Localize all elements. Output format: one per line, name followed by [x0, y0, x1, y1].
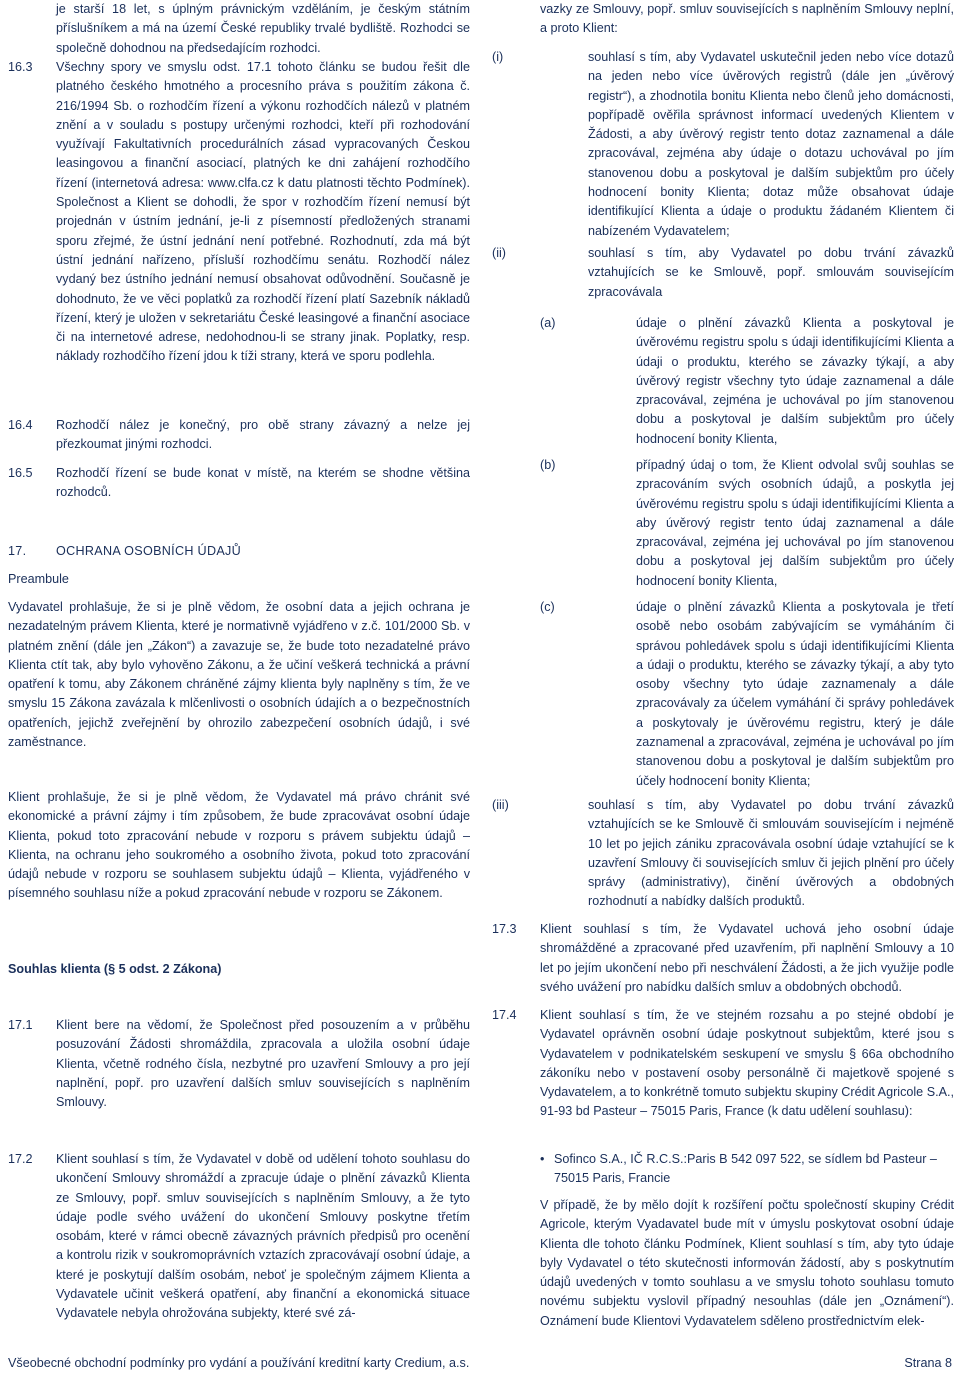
preamble-heading: Preambule — [8, 572, 69, 586]
item-number: (a) — [540, 316, 556, 330]
section-16-3 — [8, 58, 470, 367]
section-text: Klient souhlasí s tím, že Vydavatel v době od udělení tohoto souhlasu do ukončení Smlouvy shromáždí a zpracuje údaje o plnění závazků Klienta ze Smlouvy, popř. smluv souvisejících s naplněním Smlouvy, a že tyto údaje podle svého uvážení do ukončení Smlouvy poskytne třetím osobám, které v rámci obecně závazných právních předpisů pro ocenění a kontrolu rizik v soukromoprávních vztazích zpracovávají osobní údaje, a které je poskytují dalším osobám, neboť je společným zájmem Klienta a Vydavatele učinit veškerá opatření, aby finanční a ekonomická situace Vydavatele nebyla ohrožována subjekty, které své zá- — [56, 1152, 470, 1321]
page-footer — [8, 1354, 952, 1373]
section-text: Všechny spory ve smyslu odst. 17.1 tohoto článku se budou řešit dle platného českého hmotného a procesního práva s použitím zákona č. 216/1994 Sb. o rozhodčím řízení a výkonu rozhodčích nálezů v platném znění a v souladu s postupy určenými rozhodci, kteří při rozhodování využívají Fakultativních procedurálních zásad vypracovaných Českou leasingovou a finanční asociací, platných ke dni zahájení rozhodčího řízení (internetová adresa: www.clfa.cz k datu platnosti těchto Podmínek). Společnost a Klient se dohodli, že spor v rozhodčím řízení nemusí být projednán v ústním jednání, je-li z písemností předložených stranami sporu zřejmé, že ústní jednání není potřebné. Rozhodnutí, zda má být ústní jednání nařízeno, přísluší rozhodčímu senátu. Rozhodčí nález vydaný bez ústního jednání nemusí obsahovat odůvodnění. Současně je dohodnuto, že ve věci poplatků za rozhodčí řízení platí Sazebník nákladů řízení, který je uložen v sekretariátu České leasingové a finanční asociace či na internetové adrese, nedohodnou-li se strany jinak. Poplatky, resp. náklady rozhodčího řízení jdou k tíži strany, která ve sporu podlehla. — [56, 60, 470, 364]
section-number: 17.4 — [492, 1008, 517, 1022]
section-16-4 — [8, 416, 470, 455]
intro-paragraph: je starší 18 let, s úplným právnickým vzděláním, je českým státním příslušníkem a má na území České republiky trvalé bydliště. Rozhodci se společně dohodnou na předsedajícím rozhodci. — [56, 2, 470, 55]
section-17-heading — [8, 542, 470, 561]
section-text: Klient souhlasí s tím, že Vydavatel uchová jeho osobní údaje shromážděné a zpracované před uzavřením, při naplnění Smlouvy a 10 let po jejím ukončení nebo při neschválení Žádosti, a že jich využije podle svého uvážení pro nabídku dalších smluv a obdobných obchodů. — [540, 922, 954, 994]
final-paragraph: V případě, že by mělo dojít k rozšíření počtu společností skupiny Crédit Agricole, kterým Vyadavatel bude mít v úmyslu poskytovat osobní údaje Klienta dle tohoto článku Podmínek, Klient souhlasí s tím, aby tyto údaje byly Vydavatel o této skutečnosti informován žádostí, aby s poskytnutím údajů uvedených v tomto souhlasu a ve smyslu tohoto souhlasu tomuto novému subjektu vyslovil případný nesouhlas (dále jen „Oznámení“). Oznámení bude Klientovi Vydavatelem sděleno prostřednictvím elek- — [540, 1198, 954, 1328]
continuation-paragraph: vazky ze Smlouvy, popř. smluv souvisejících s naplněním Smlouvy neplní, a proto Klient: — [540, 2, 954, 36]
section-17-4 — [492, 1006, 954, 1122]
item-iii — [492, 796, 954, 912]
section-17-3 — [492, 920, 954, 997]
item-text: případný údaj o tom, že Klient odvolal svůj souhlas se zpracováním svých osobních údajů, a poskytla jej úvěrovému registru spolu s údaji identifikujícími Klienta a aby úvěrový registr tento údaj zaznamenal a dále zpracovával, zejména jej uchovával po jím stanovenou dobu a poskytoval jej dalším subjektům pro účely hodnocení bonity Klienta, — [636, 458, 954, 588]
item-c — [540, 598, 954, 791]
item-number: (c) — [540, 600, 555, 614]
item-number: (ii) — [492, 246, 506, 260]
section-17-1 — [8, 1016, 470, 1112]
item-text: souhlasí s tím, aby Vydavatel uskutečnil jeden nebo více dotazů na jeden nebo více úvěrových registrů (dále jen „úvěrový registr“), a zhodnotila bonitu Klienta nebo členů jeho domácnosti, popřípadě ověřila správnost informací uvedených Klientem v Žádosti, a aby úvěrový registr tento dotaz zaznamenal a dále zpracovával, zejména aby údaje o dotazu uchovával po jím stanovenou dobu a poskytoval je dalším subjektům pro účely hodnocení bonity Klienta; dotaz může obsahovat údaje identifikující Klienta a údaje o produktu žádaném Klientem či nabízeném Vydavatelem; — [588, 50, 954, 238]
section-number: 17.1 — [8, 1018, 33, 1032]
preamble-paragraph-2: Klient prohlašuje, že si je plně vědom, že Vydavatel má právo chránit své ekonomické a právní zájmy i tím způsobem, že bude zpracovávat osobní údaje Klienta, pokud toto zpracování nebude v rozporu s právem subjektu údajů – Klienta, na ochranu jeho soukromého a osobního života, pokud toto zpracování údajů nebude v rozporu se souhlasem subjektu údajů – Klienta, vyjádřeného v písemného souhlasu níže a pokud zpracování nebude v rozporu se Zákonem. — [8, 790, 470, 901]
bullet-text: Sofinco S.A., IČ R.C.S.:Paris B 542 097 522, se sídlem bd Pasteur – 75015 Paris, Francie — [554, 1152, 937, 1186]
page-number: Strana 8 — [904, 1356, 952, 1370]
section-title: OCHRANA OSOBNÍCH ÚDAJŮ — [56, 544, 242, 558]
item-number: (b) — [540, 458, 556, 472]
section-text: Klient bere na vědomí, že Společnost před posouzením a v průběhu posuzování Žádosti shromáždila, zpracovala a uložila osobní údaje Klienta, včetně rodného čísla, nezbytné pro uzavření Smlouvy a pro její naplnění, popř. pro uzavření dalších smluv souvisejících s naplněním Smlouvy. — [56, 1018, 470, 1110]
footer-title: Všeobecné obchodní podmínky pro vydání a používání kreditní karty Credium, a.s. — [8, 1356, 470, 1370]
section-text: Rozhodčí řízení se bude konat v místě, na kterém se shodne většina rozhodců. — [56, 466, 470, 500]
item-text: údaje o plnění závazků Klienta a poskytovala je třetí osobě nebo osobám zabývajícím se vymáháním či správou pohledávek spolu s údaji identifikujícími Klienta a údaji o produktu, kterého se závazky týkají, a aby tyto osoby všechny tyto údaje zaznamenaly a dále zpracovávaly za účelem vymáhání či správy pohledávek a poskytovaly je úvěrovému registru, který je dále zaznamenal a zpracovával, zejména je uchovával po jím stanovenou dobu a poskytoval je dalším subjektům pro účely hodnocení bonity Klienta; — [636, 600, 954, 788]
item-b — [540, 456, 954, 591]
section-16-5 — [8, 464, 470, 503]
item-text: souhlasí s tím, aby Vydavatel po dobu trvání závazků vztahujících se ke Smlouvě či smlouvám souvisejícím i nejméně 10 let po jejich zániku zpracovávala osobní údaje vztahující se k uzavření Smlouvy či souvisejících smluv či jejich plnění pro účely správy (administrativy), činění úvěrových a obdobných rozhodnutí a nabídky dalších produktů. — [588, 798, 954, 909]
section-number: 17. — [8, 544, 27, 558]
item-number: (i) — [492, 50, 504, 64]
section-number: 16.5 — [8, 466, 33, 480]
section-text: Klient souhlasí s tím, že ve stejném rozsahu a po stejné období je Vydavatel oprávněn osobní údaje poskytnout subjektům, které jsou s Vydavatelem v podnikatelském seskupení ve smyslu § 66a obchodního zákoníku nebo v postavení osoby personálně či majetkově spojené s Vydavatelem, a to konkrétně tomuto subjektu skupiny Crédit Agricole S.A., 91-93 bd Pasteur – 75015 Paris, France (k datu udělení souhlasu): — [540, 1008, 954, 1119]
preamble-paragraph-1: Vydavatel prohlašuje, že si je plně vědom, že osobní data a jejich ochrana je nezadatelným právem Klienta, které je normativně vyjádřeno v z.č. 101/2000 Sb. v platném znění (dále jen „Zákon“) a zavazuje se, že bude toto nezadatelné právo Klienta ctít tak, aby bylo vyhověno Zákonu, a že učiní veškerá technická a právní opatření k tomu, aby Zákonem chráněné zájmy klienta byly naplněny s tím, že ve smyslu 15 Zákona zavázala k mlčenlivosti o osobních údajích a o bezpečnostních opatřeních, jejichž zveřejnění by ohrozilo zabezpečení osobních údajů, i své zaměstnance. — [8, 600, 470, 750]
item-ii — [492, 244, 954, 302]
section-text: Rozhodčí nález je konečný, pro obě strany závazný a nelze jej přezkoumat jinými rozhodci. — [56, 418, 470, 452]
section-number: 17.2 — [8, 1152, 33, 1166]
item-text: údaje o plnění závazků Klienta a poskytoval je úvěrovému registru spolu s údaji identifikujícími Klienta a údaji o produktu, kterého se závazky týkají, a aby úvěrový registr všechny tyto údaje zaznamenal a dále zpracovával, zejména je uchovával po jím stanovenou dobu a poskytoval je dalším subjektům pro účely hodnocení bonity Klienta, — [636, 316, 954, 446]
item-text: souhlasí s tím, aby Vydavatel po dobu trvání závazků vztahujících se ke Smlouvě, popř. smlouvám souvisejícím zpracovávala — [588, 246, 954, 299]
section-number: 16.4 — [8, 418, 33, 432]
item-a — [540, 314, 954, 449]
bullet-item — [540, 1150, 954, 1189]
section-17-2 — [8, 1150, 470, 1324]
section-number: 16.3 — [8, 60, 33, 74]
bullet-marker: • — [540, 1152, 545, 1166]
item-i — [492, 48, 954, 241]
consent-heading: Souhlas klienta (§ 5 odst. 2 Zákona) — [8, 962, 222, 976]
section-number: 17.3 — [492, 922, 517, 936]
item-number: (iii) — [492, 798, 509, 812]
